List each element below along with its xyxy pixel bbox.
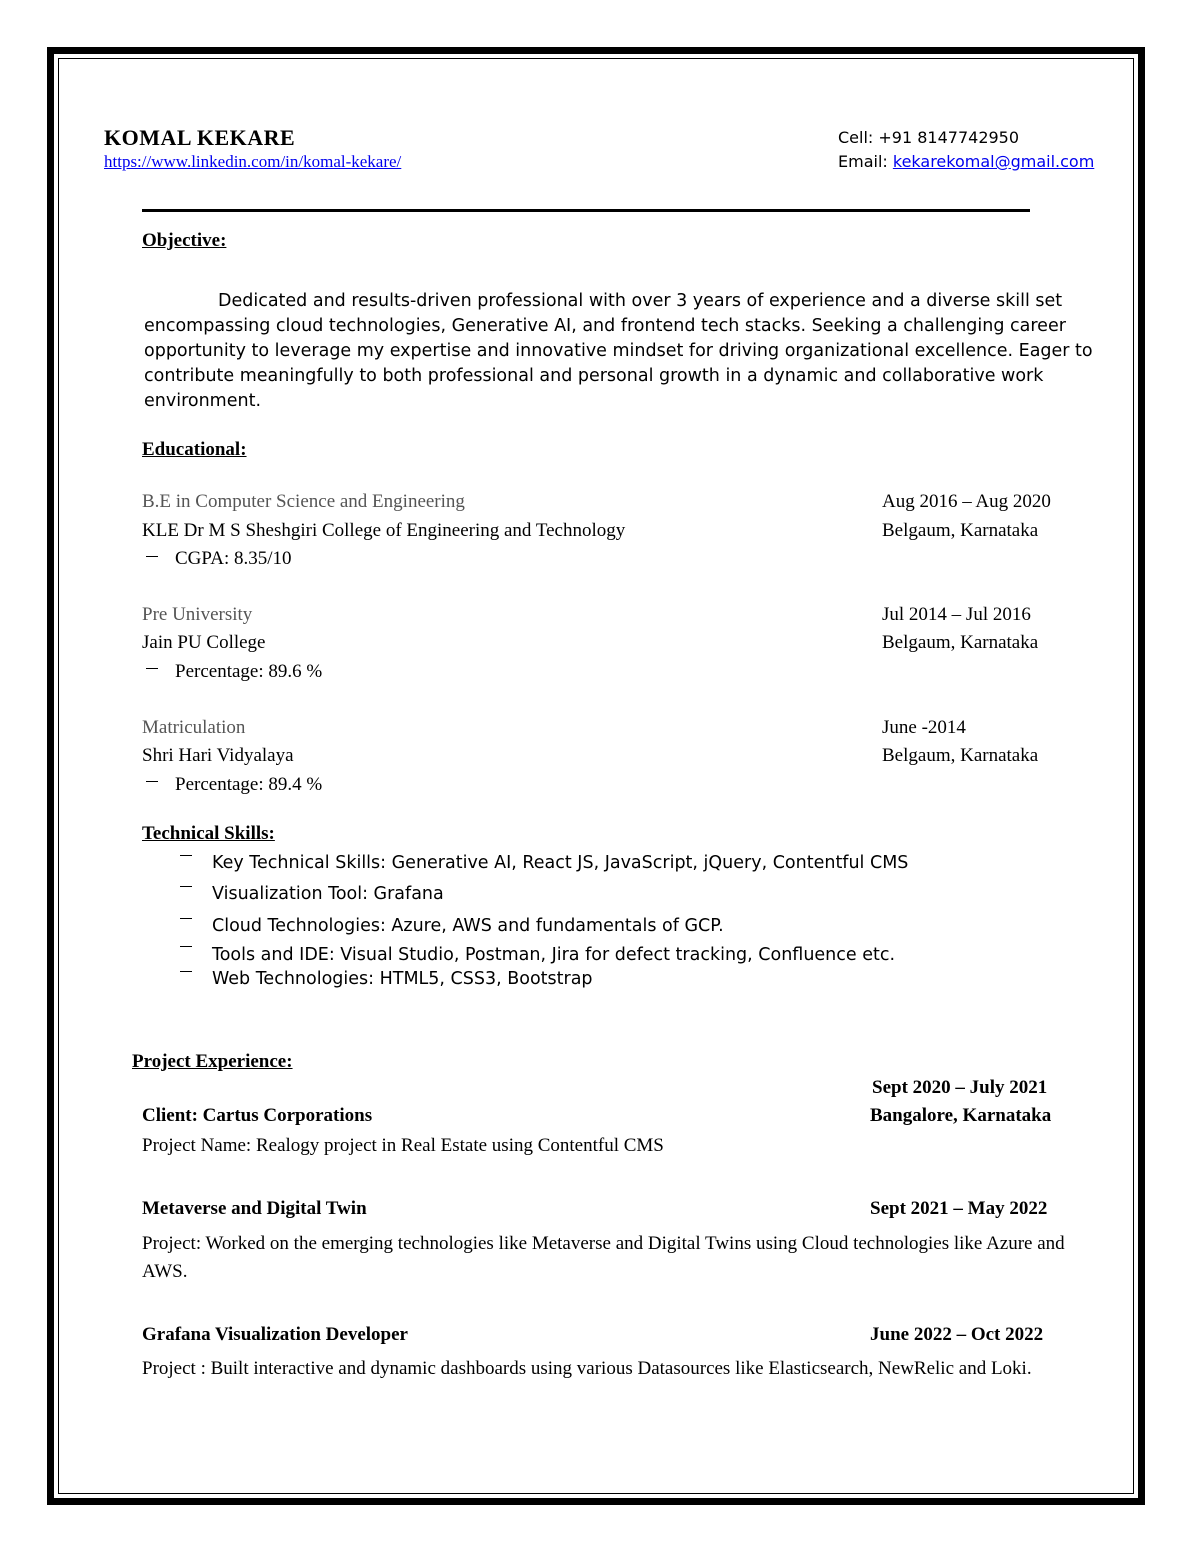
- project-description: Project: Worked on the emerging technologies like Metaverse and Digital Twins using Cloud technologies like Azure and AWS.: [142, 1233, 1065, 1282]
- objective-line: opportunity to leverage my expertise and innovative mindset for driving organizational excellence. Eager to: [144, 341, 1093, 361]
- bullet-dash: [146, 781, 158, 782]
- education-institution: KLE Dr M S Sheshgiri College of Engineering and Technology: [142, 520, 626, 541]
- education-institution: Shri Hari Vidyalaya: [142, 745, 294, 766]
- bullet-dash: [146, 556, 158, 557]
- bullet-dash: [180, 946, 192, 947]
- education-heading: Educational:: [142, 439, 247, 460]
- email-label: Email:: [838, 152, 893, 171]
- education-score: CGPA: 8.35/10: [175, 548, 292, 569]
- objective-line: Dedicated and results-driven professional with over 3 years of experience and a diverse skill set: [218, 291, 1063, 311]
- education-degree: Matriculation: [142, 717, 246, 738]
- objective-paragraph: [144, 289, 1093, 414]
- education-institution: Jain PU College: [142, 632, 266, 653]
- education-degree: Pre University: [142, 604, 253, 625]
- bullet-dash: [180, 918, 192, 919]
- bullet-dash: [180, 886, 192, 887]
- project-location: Bangalore, Karnataka: [870, 1105, 1052, 1126]
- project-dates: June 2022 – Oct 2022: [870, 1324, 1044, 1345]
- projects-heading: Project Experience:: [132, 1051, 293, 1072]
- education-location: Belgaum, Karnataka: [882, 520, 1039, 541]
- candidate-name: KOMAL KEKARE: [104, 125, 296, 150]
- linkedin-link[interactable]: https://www.linkedin.com/in/komal-kekare/: [104, 152, 402, 171]
- project-description: Project Name: Realogy project in Real Estate using Contentful CMS: [142, 1135, 664, 1156]
- header-divider: [142, 209, 1030, 212]
- education-location: Belgaum, Karnataka: [882, 632, 1039, 653]
- bullet-dash: [146, 668, 158, 669]
- education-dates: Jul 2014 – Jul 2016: [882, 604, 1031, 625]
- education-dates: Aug 2016 – Aug 2020: [882, 491, 1051, 512]
- objective-line: environment.: [144, 391, 262, 411]
- education-degree: B.E in Computer Science and Engineering: [142, 491, 465, 512]
- bullet-dash: [180, 855, 192, 856]
- education-score: Percentage: 89.4 %: [175, 774, 323, 795]
- education-dates: June -2014: [882, 717, 966, 738]
- skills-heading: Technical Skills:: [142, 823, 275, 844]
- project-title: Grafana Visualization Developer: [142, 1324, 408, 1345]
- project-title: Metaverse and Digital Twin: [142, 1198, 367, 1219]
- cell-number: Cell: +91 8147742950: [838, 128, 1020, 147]
- skill-item: Key Technical Skills: Generative AI, React JS, JavaScript, jQuery, Contentful CMS: [212, 853, 909, 873]
- skill-item: Cloud Technologies: Azure, AWS and fundamentals of GCP.: [212, 916, 724, 936]
- email-line: [838, 152, 1094, 171]
- skill-item: Visualization Tool: Grafana: [212, 884, 444, 904]
- project-title: Client: Cartus Corporations: [142, 1105, 373, 1126]
- skill-item: Tools and IDE: Visual Studio, Postman, Jira for defect tracking, Confluence etc.: [212, 945, 896, 965]
- education-location: Belgaum, Karnataka: [882, 745, 1039, 766]
- bullet-dash: [180, 971, 192, 972]
- education-score: Percentage: 89.6 %: [175, 661, 323, 682]
- skill-item: Web Technologies: HTML5, CSS3, Bootstrap: [212, 969, 593, 989]
- project-description: Project : Built interactive and dynamic dashboards using various Datasources like Elasticsearch, NewRelic and Loki.: [142, 1358, 1032, 1379]
- project-dates: Sept 2021 – May 2022: [870, 1198, 1048, 1219]
- project-dates: Sept 2020 – July 2021: [872, 1077, 1048, 1098]
- objective-line: contribute meaningfully to both professional and personal growth in a dynamic and collaborative work: [144, 366, 1044, 386]
- email-link[interactable]: kekarekomal@gmail.com: [892, 152, 1095, 171]
- objective-heading: Objective:: [142, 230, 227, 251]
- objective-line: encompassing cloud technologies, Generative AI, and frontend tech stacks. Seeking a challenging career: [144, 316, 1066, 336]
